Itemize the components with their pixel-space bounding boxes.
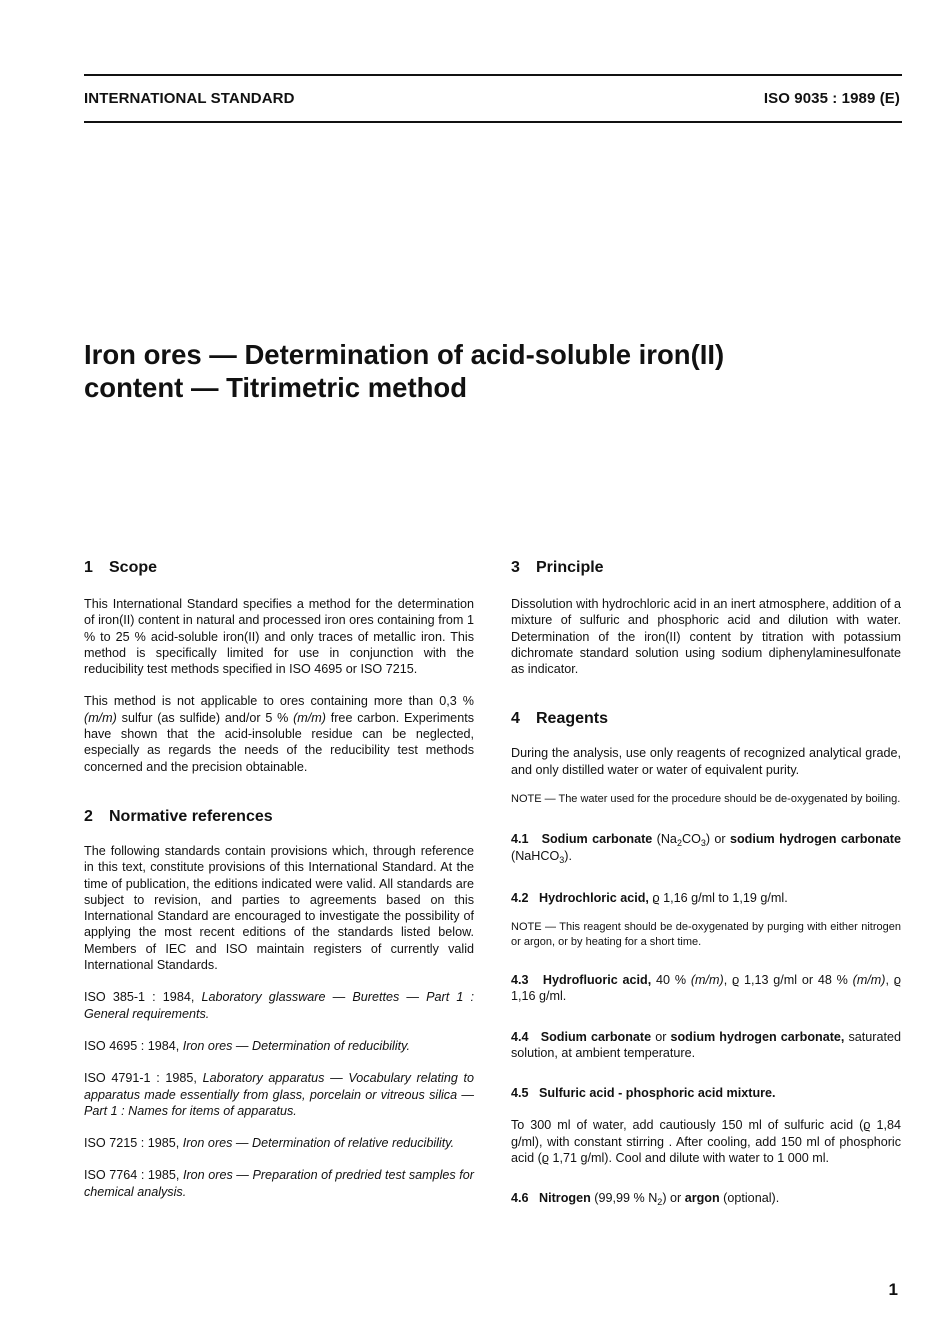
reagents-title: Reagents (536, 710, 609, 728)
scope-p2-text-c: free carbon. Experiments have shown that the acid-insoluble residue can be neglected, especially as regards the needs of the reducibility test methods concerned and the precision obtainable. (84, 710, 474, 774)
reference-id: ISO 7215 : 1985, (84, 1136, 183, 1151)
clause-number: 4.5 (511, 1086, 529, 1101)
formula-part: (Na (652, 832, 677, 847)
reagent-4-4 (511, 1029, 901, 1062)
reference-title: Laboratory glassware — Burettes — Part 1 : General requirements. (84, 990, 474, 1021)
reference-item (84, 1167, 474, 1200)
reference-title: Laboratory apparatus — Vocabulary relating to apparatus made essentially from glass, porcelain or vitreous silica — Part 1 : Names for items of apparatus. (84, 1071, 475, 1118)
mass-fraction-unit: (m/m) (690, 972, 724, 987)
reagent-spec: , ϱ 1,13 g/ml or 48 % (723, 972, 853, 987)
reagent-4-2-note: NOTE — This reagent should be de-oxygenated by purging with either nitrogen or argon, or by heating for a short time. (511, 920, 901, 948)
refs-title: Normative references (109, 807, 273, 825)
document-type-label: INTERNATIONAL STANDARD (84, 90, 295, 107)
refs-number: 2 (84, 807, 93, 825)
standard-number: ISO 9035 : 1989 (E) (763, 90, 900, 107)
document-title (84, 338, 904, 404)
title-line-1: Iron ores — Determination of acid-soluble iron(II) (84, 339, 725, 370)
reagent-name: sodium hydrogen carbonate (729, 832, 902, 847)
right-column (511, 558, 901, 1208)
subscript: 2 (657, 1197, 663, 1208)
reagent-spec: ϱ 1,16 g/ml to 1,19 g/ml. (648, 890, 788, 905)
formula-part: (optional). (719, 1191, 780, 1206)
title-line-2: content — Titrimetric method (84, 372, 467, 403)
left-column (84, 558, 474, 1200)
reagent-spec: saturated solution, at ambient temperature. (511, 1029, 902, 1060)
reference-id: ISO 7764 : 1985, (84, 1168, 183, 1183)
formula-part: ) or (705, 832, 730, 847)
scope-paragraph-2 (84, 693, 474, 774)
principle-text: Dissolution with hydrochloric acid in an inert atmosphere, addition of a mixture of sulfuric and phosphoric acid and dilution with water. Determination of the iron(II) content by titration with potassium dichromate standard solution using sodium diphenylaminesulfonate as indicator. (511, 597, 901, 677)
principle-title: Principle (536, 559, 604, 576)
reagents-number: 4 (511, 710, 520, 728)
conjunction: or (651, 1029, 671, 1044)
reagent-name: Sodium carbonate (541, 832, 653, 847)
subscript: 3 (700, 838, 706, 849)
reference-item (84, 1135, 474, 1151)
reagent-name: Hydrochloric acid, (539, 890, 649, 905)
reference-id: ISO 4695 : 1984, (84, 1038, 183, 1053)
reagent-4-2 (511, 890, 901, 906)
reagents-heading (511, 709, 901, 729)
formula-part: (NaHCO (511, 849, 560, 864)
mass-fraction-unit: (m/m) (84, 710, 117, 725)
reagents-note: NOTE — The water used for the procedure should be de-oxygenated by boiling. (511, 793, 901, 806)
reagent-4-1 (511, 831, 901, 866)
clause-number: 4.6 (511, 1191, 529, 1206)
reagent-name: Nitrogen (539, 1191, 591, 1206)
header-bottom-rule (84, 121, 902, 123)
reference-item (84, 989, 474, 1022)
reagent-4-5-text: To 300 ml of water, add cautiously 150 ml of sulfuric acid (ϱ 1,84 g/ml), with constant stirring . After cooling, add 150 ml of phosphoric acid (ϱ 1,71 g/ml). Cool and dilute with water to 1 000 ml. (511, 1118, 901, 1166)
scope-number: 1 (84, 559, 93, 576)
formula-part: ). (564, 849, 572, 864)
reagent-name: sodium hydrogen carbonate, (670, 1029, 845, 1044)
reagent-name: Sulfuric acid - phosphoric acid mixture. (539, 1086, 776, 1101)
formula-part: (99,99 % N (590, 1191, 658, 1206)
scope-heading (84, 558, 474, 578)
reference-id: ISO 4791-1 : 1985, (84, 1071, 203, 1086)
refs-intro: The following standards contain provisions which, through reference in this text, constitute provisions of this International Standard. At the time of publication, the editions indicated were valid. All standards are subject to revision, and parties to agreements based on this International Standard are encouraged to investigate the possibility of applying the most recent editions of the standards listed below. Members of IEC and ISO maintain registers of currently valid International Standards. (84, 843, 474, 973)
principle-heading (511, 558, 901, 578)
scope-paragraph-1: This International Standard specifies a method for the determination of iron(II) content in natural and processed iron ores containing from 1 % to 25 % acid-soluble iron(II) and only traces of metallic iron. This method is specifically limited for use in conjunction with the reducibility test methods specified in ISO 4695 or ISO 7215. (84, 597, 474, 677)
scope-title: Scope (109, 559, 158, 576)
scope-p2-text-b: sulfur (as sulfide) and/or 5 % (116, 710, 294, 725)
scope-p2-text-a: This method is not applicable to ores containing more than 0,3 % (84, 694, 474, 709)
clause-number: 4.3 (511, 972, 529, 987)
reference-title: Iron ores — Preparation of predried test samples for chemical analysis. (84, 1168, 474, 1199)
reference-id: ISO 385-1 : 1984, (84, 990, 202, 1005)
mass-fraction-unit: (m/m) (852, 972, 886, 987)
reagent-4-3 (511, 972, 901, 1005)
reagent-spec: 40 % (651, 972, 691, 987)
clause-number: 4.2 (511, 890, 529, 905)
formula-part: ) or (662, 1191, 685, 1206)
clause-number: 4.1 (511, 832, 529, 847)
reference-title: Iron ores — Determination of reducibility. (182, 1038, 410, 1053)
principle-number: 3 (511, 559, 520, 576)
reagent-name: Sodium carbonate (540, 1029, 652, 1044)
reagent-spec: , ϱ 1,16 g/ml. (511, 972, 901, 1004)
subscript: 2 (676, 838, 682, 849)
reagent-4-6 (511, 1190, 901, 1207)
mass-fraction-unit: (m/m) (293, 710, 326, 725)
clause-number: 4.4 (511, 1029, 529, 1044)
reagents-intro: During the analysis, use only reagents of recognized analytical grade, and only distilled water or water of equivalent purity. (511, 746, 901, 777)
reagent-4-5 (511, 1085, 901, 1101)
reference-title: Iron ores — Determination of relative reducibility. (182, 1136, 455, 1151)
reference-item (84, 1038, 474, 1054)
header-top-rule (84, 74, 902, 76)
reagent-name: Hydrofluoric acid, (542, 972, 652, 987)
page-number: 1 (888, 1280, 898, 1299)
formula-part: CO (681, 832, 701, 847)
subscript: 3 (559, 855, 565, 866)
reference-item (84, 1070, 474, 1119)
normative-references-heading (84, 807, 474, 827)
reagent-name: argon (684, 1191, 720, 1206)
